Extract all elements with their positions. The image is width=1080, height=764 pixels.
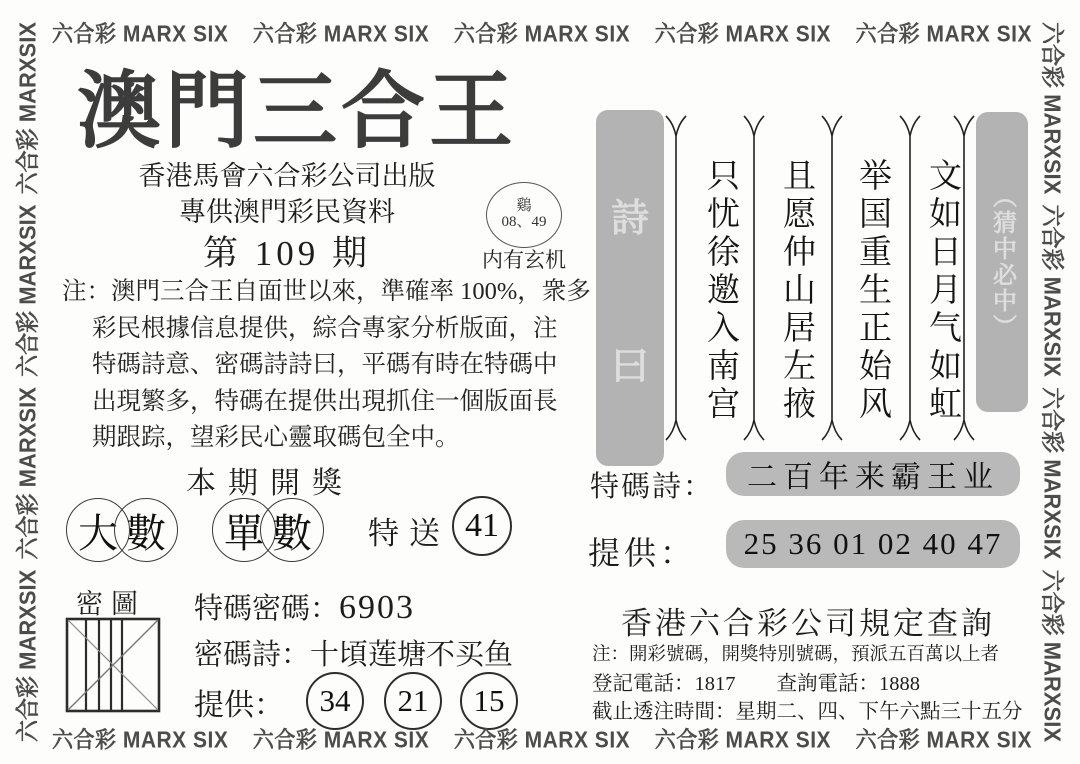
- special-poem-label: 特碼詩：: [590, 471, 715, 503]
- publisher-line-1: 香港馬會六合彩公司出版: [138, 161, 436, 191]
- notice-paragraph: [62, 274, 591, 457]
- notice-line: 出現繁多，特碼在提供出現抓住一個版面長: [92, 387, 558, 415]
- footer-phones: 登記電話：1817 查詢電話：1888: [592, 673, 920, 695]
- footer-deadline: 截止透注時間：星期二、四、下午六點三十五分: [592, 701, 1023, 723]
- special-code-label: 特碼密碼：: [194, 593, 340, 625]
- brand-logo: 六合彩 MARX SIX: [855, 22, 1032, 48]
- special-send-label: 特送: [368, 516, 450, 551]
- brand-logo-vertical: 六合彩 MARXSIX: [13, 204, 41, 377]
- provided-number: 34: [306, 672, 364, 730]
- zodiac-numbers: 08、49: [501, 214, 547, 230]
- hint-char: 單: [212, 498, 276, 562]
- page-title: 澳門三合王: [76, 66, 517, 159]
- provided-number: 21: [384, 672, 442, 730]
- poem-line: 文如日月气如虹: [924, 158, 960, 424]
- slogan-text: （猜中必中）: [988, 184, 1015, 340]
- code-poem-line: [194, 632, 513, 673]
- right-side-banner: [1032, 0, 1076, 764]
- brand-logo-vertical: 六合彩 MARXSIX: [13, 387, 41, 560]
- special-poem-value: 二百年来霸王业: [726, 452, 1020, 496]
- special-code-value: 6903: [339, 589, 416, 626]
- issue-number: 第 109 期: [202, 234, 371, 273]
- poem-divider: [664, 110, 688, 446]
- brand-logo-vertical: 六合彩 MARXSIX: [1039, 569, 1067, 742]
- provide-label-left: 提供：: [194, 689, 284, 722]
- hint-char: 大: [66, 498, 130, 562]
- notice-line: 特碼詩意、密碼詩詩曰，平碼有時在特碼中: [92, 351, 558, 378]
- footer-heading: 香港六合彩公司規定查詢: [621, 606, 995, 641]
- secret-diagram-label: 密圖: [76, 589, 146, 619]
- brand-logo: 六合彩 MARX SIX: [654, 22, 832, 48]
- hint-big-number: [66, 498, 178, 562]
- special-number: 41: [452, 496, 512, 556]
- brand-logo: 六合彩 MARX SIX: [453, 22, 631, 48]
- brand-logo: 六合彩 MARX SIX: [252, 728, 430, 754]
- special-code-line: [194, 586, 415, 627]
- footer-note: 注：開彩號碼，開獎特別號碼，預派五百萬以上者: [592, 645, 1000, 665]
- brand-logo-vertical: 六合彩 MARXSIX: [1039, 204, 1067, 377]
- brand-logo: 六合彩 MARX SIX: [453, 728, 631, 754]
- provided-numbers-right: 25 36 01 02 40 47: [726, 520, 1020, 568]
- brand-logo-vertical: 六合彩 MARXSIX: [1039, 22, 1067, 195]
- brand-logo: 六合彩 MARX SIX: [52, 728, 229, 754]
- zodiac-animal: 鷄: [516, 198, 532, 215]
- brand-logo-vertical: 六合彩 MARXSIX: [1039, 387, 1067, 560]
- poem-title-char: 詩: [610, 197, 649, 240]
- brand-logo-vertical: 六合彩 MARXSIX: [13, 22, 41, 195]
- notice-line: 注：澳門三合王自面世以來，準確率 100%，衆多: [62, 278, 591, 305]
- zodiac-badge: [486, 182, 562, 248]
- bottom-banner: [52, 724, 1032, 754]
- brand-logo: 六合彩 MARX SIX: [855, 728, 1032, 754]
- poem-title-tablet: [596, 110, 664, 466]
- notice-line: 期跟踪，望彩民心靈取碼包全中。: [92, 424, 460, 451]
- hint-odd-number: [212, 498, 324, 562]
- brand-logo: 六合彩 MARX SIX: [52, 22, 229, 48]
- badge-caption: 内有玄机: [482, 248, 566, 272]
- poem-line: 只忧徐邀入南宫: [702, 158, 738, 424]
- code-poem-value: 十頃莲塘不买鱼: [310, 639, 514, 671]
- draw-heading: 本期開獎: [186, 467, 354, 500]
- secret-diagram: [64, 616, 162, 719]
- provided-number: 15: [460, 672, 518, 730]
- left-side-banner: [4, 0, 48, 764]
- brand-logo: 六合彩 MARX SIX: [654, 728, 832, 754]
- provide-label-right: 提供：: [588, 535, 697, 571]
- poem-title-char: 曰: [610, 345, 649, 388]
- hint-char: 數: [114, 498, 178, 562]
- slogan-tablet: [976, 112, 1028, 412]
- brand-logo-vertical: 六合彩 MARXSIX: [13, 569, 41, 742]
- notice-line: 彩民根據信息提供，綜合專家分析版面，注: [92, 314, 558, 342]
- poem-line: 举国重生正始风: [854, 158, 890, 424]
- brand-logo: 六合彩 MARX SIX: [252, 22, 430, 48]
- poem-line: 且愿仲山居左掖: [778, 158, 814, 424]
- code-poem-label: 密碼詩：: [194, 639, 311, 671]
- hint-char: 數: [260, 498, 324, 562]
- publisher-line-2: 專供澳門彩民資料: [179, 197, 395, 227]
